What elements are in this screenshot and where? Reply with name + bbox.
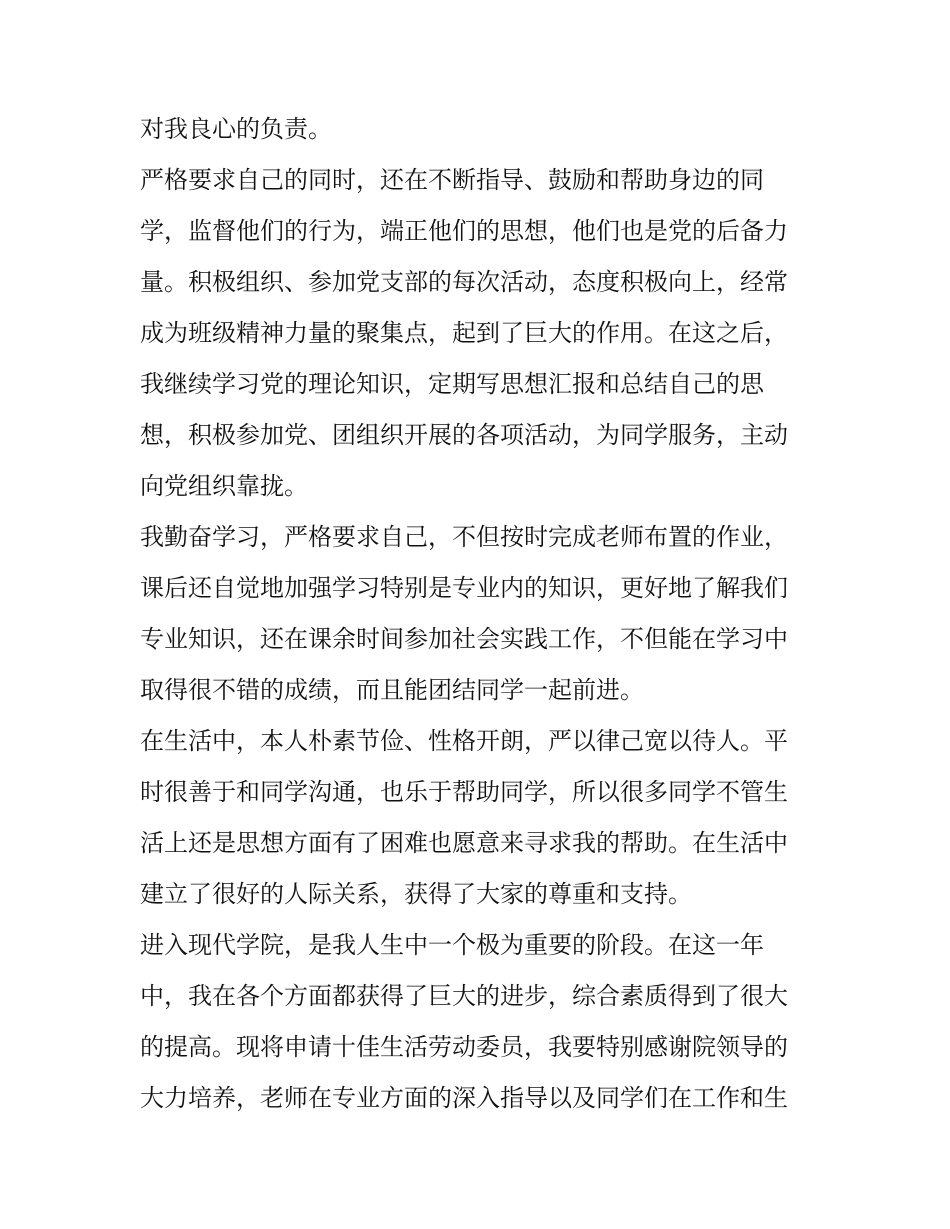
text-line: 我勤奋学习，严格要求自己，不但按时完成老师布置的作业， bbox=[140, 523, 788, 551]
text-line: 取得很不错的成绩，而且能团结同学一起前进。 bbox=[140, 676, 644, 704]
text-line: 课后还自觉地加强学习特别是专业内的知识，更好地了解我们 bbox=[140, 574, 788, 602]
text-line: 向党组织靠拢。 bbox=[140, 472, 308, 500]
text-line: 专业知识，还在课余时间参加社会实践工作，不但能在学习中 bbox=[140, 625, 788, 653]
text-line: 建立了很好的人际关系，获得了大家的尊重和支持。 bbox=[140, 880, 692, 908]
text-line: 中，我在各个方面都获得了巨大的进步，综合素质得到了很大 bbox=[140, 982, 788, 1010]
text-line: 时很善于和同学沟通，也乐于帮助同学，所以很多同学不管生 bbox=[140, 778, 788, 806]
text-line: 进入现代学院，是我人生中一个极为重要的阶段。在这一年 bbox=[140, 931, 764, 959]
text-line: 对我良心的负责。 bbox=[140, 115, 332, 143]
text-line: 大力培养，老师在专业方面的深入指导以及同学们在工作和生 bbox=[140, 1084, 788, 1112]
text-line: 想，积极参加党、团组织开展的各项活动，为同学服务，主动 bbox=[140, 421, 788, 449]
text-line: 成为班级精神力量的聚集点，起到了巨大的作用。在这之后， bbox=[140, 319, 788, 347]
document-body bbox=[140, 104, 820, 1124]
text-line: 的提高。现将申请十佳生活劳动委员，我要特别感谢院领导的 bbox=[140, 1033, 788, 1061]
text-line: 量。积极组织、参加党支部的每次活动，态度积极向上，经常 bbox=[140, 268, 788, 296]
text-line: 在生活中，本人朴素节俭、性格开朗，严以律己宽以待人。平 bbox=[140, 727, 788, 755]
text-line: 严格要求自己的同时，还在不断指导、鼓励和帮助身边的同 bbox=[140, 166, 764, 194]
text-line: 我继续学习党的理论知识，定期写思想汇报和总结自己的思 bbox=[140, 370, 764, 398]
text-line: 学，监督他们的行为，端正他们的思想，他们也是党的后备力 bbox=[140, 217, 788, 245]
text-line: 活上还是思想方面有了困难也愿意来寻求我的帮助。在生活中 bbox=[140, 829, 788, 857]
